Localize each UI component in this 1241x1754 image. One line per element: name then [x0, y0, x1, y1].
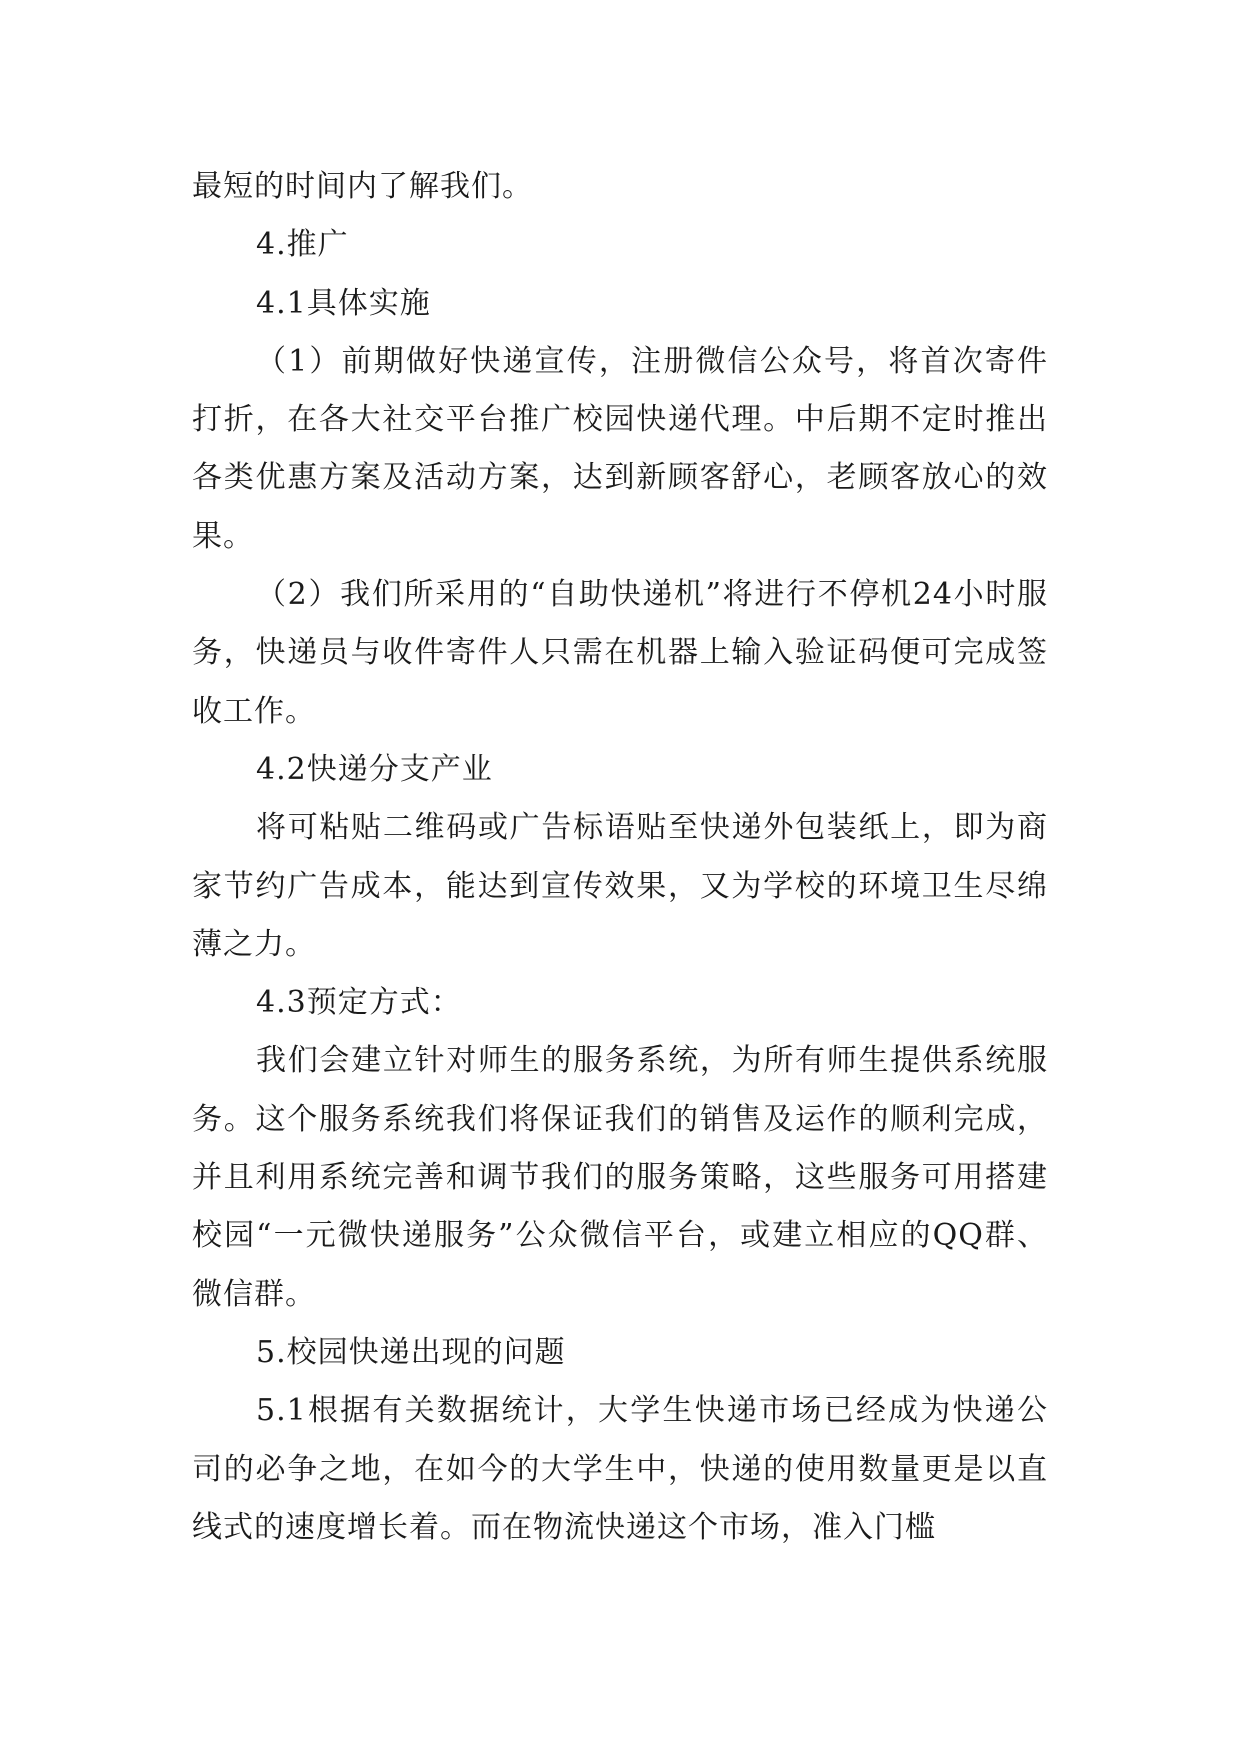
- paragraph-booking-method: 我们会建立针对师生的服务系统，为所有师生提供系统服务。这个服务系统我们将保证我们的销售及运作的顺利完成，并且利用系统完善和调节我们的服务策略，这些服务可用搭建校园“一元微快递服务”公众微信平台，或建立相应的QQ群、微信群。: [192, 1043, 1048, 1312]
- subsection-heading-4-2: 4.2快递分支产业: [256, 751, 493, 787]
- paragraph-continuation: 最短的时间内了解我们。: [192, 169, 533, 204]
- document-body: [192, 158, 1048, 1557]
- paragraph-problems-5-1: 5.1根据有关数据统计，大学生快递市场已经成为快递公司的必争之地，在如今的大学生中，快递的使用数量更是以直线式的速度增长着。而在物流快递这个市场，准入门槛: [192, 1393, 1048, 1545]
- paragraph-promotion-1: （1）前期做好快递宣传，注册微信公众号，将首次寄件打折，在各大社交平台推广校园快递代理。中后期不定时推出各类优惠方案及活动方案，达到新顾客舒心，老顾客放心的效果。: [192, 343, 1048, 554]
- paragraph-promotion-2: （2）我们所采用的“自助快递机”将进行不停机24小时服务，快递员与收件寄件人只需在机器上输入验证码便可完成签收工作。: [192, 577, 1048, 729]
- subsection-heading-4-1: 4.1具体实施: [256, 285, 431, 321]
- section-heading-5: 5.校园快递出现的问题: [256, 1334, 566, 1370]
- subsection-heading-4-3: 4.3预定方式：: [256, 985, 462, 1021]
- paragraph-branch-industry: 将可粘贴二维码或广告标语贴至快递外包装纸上，即为商家节约广告成本，能达到宣传效果，又为学校的环境卫生尽绵薄之力。: [192, 810, 1048, 962]
- section-heading-4: 4.推广: [256, 227, 349, 263]
